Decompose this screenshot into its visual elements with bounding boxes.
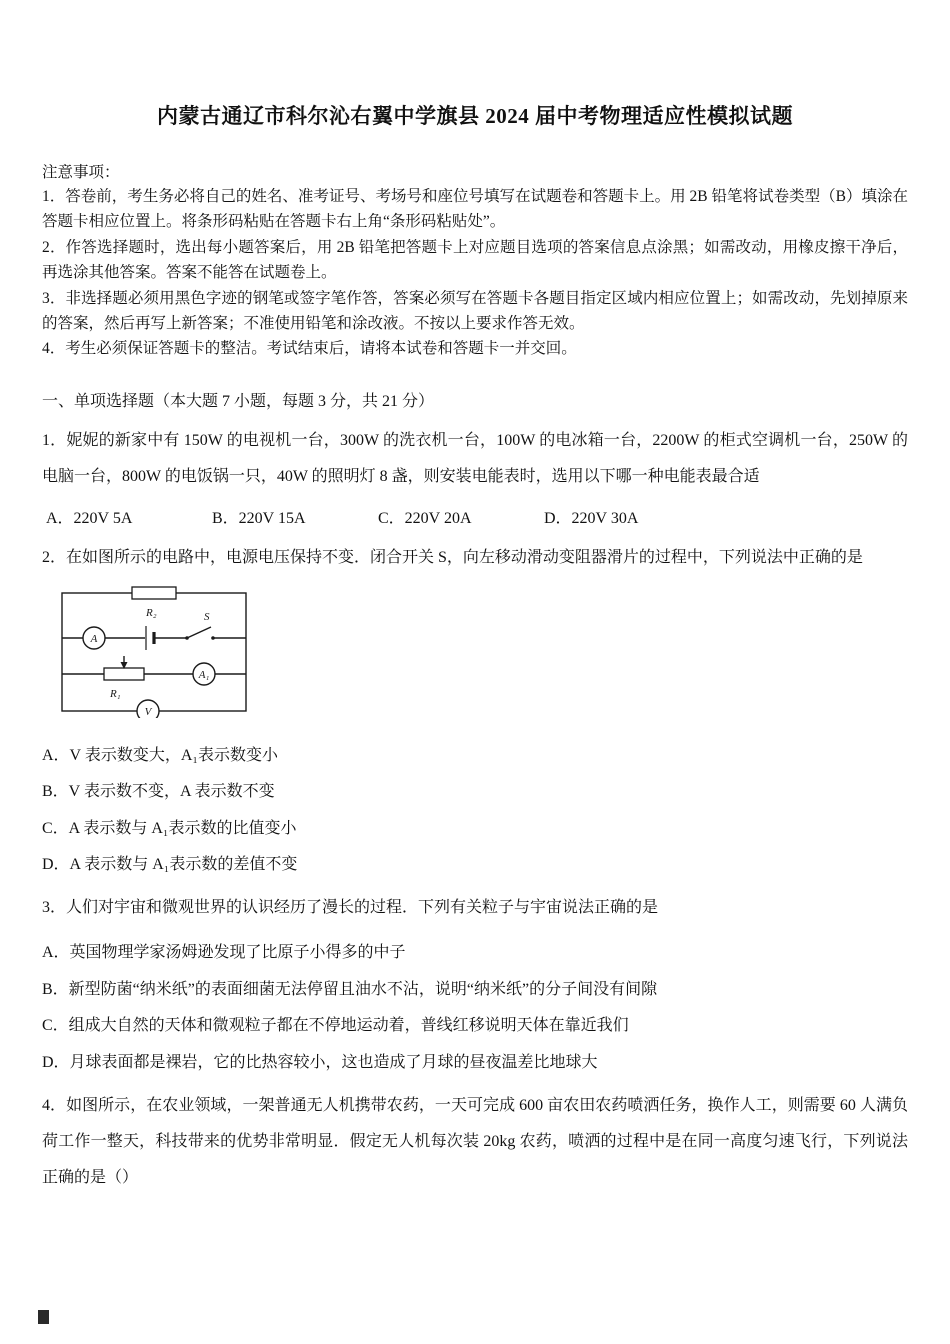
question-3-option-b: B．新型防菌“纳米纸”的表面细菌无法停留且油水不沾，说明“纳米纸”的分子间没有间隙 bbox=[42, 980, 658, 998]
question-2-option-c: C．A 表示数与 A₁表示数的比值变小 bbox=[42, 819, 297, 837]
page-title: 内蒙古通辽市科尔沁右翼中学旗县 2024 届中考物理适应性模拟试题 bbox=[157, 104, 793, 128]
page-corner-mark bbox=[38, 1310, 49, 1324]
question-2-text: 2．在如图所示的电路中，电源电压保持不变．闭合开关 S，向左移动滑动变阻器滑片的过程中，下列说法中正确的是 bbox=[42, 548, 863, 566]
question-3-options bbox=[42, 942, 908, 1074]
section-heading: 一、单项选择题（本大题 7 小题，每题 3 分，共 21 分） bbox=[42, 392, 435, 410]
label-r2: R₂ bbox=[146, 606, 157, 619]
notice-item-3: 3．非选择题必须用黑色字迹的钢笔或签字笔作答，答案必须写在答题卡各题目指定区域内相应位置上；如需改动，先划掉原来的答案，然后再写上新答案；不准使用铅笔和涂改液。不按以上要求作答无效。 bbox=[42, 289, 908, 333]
question-3-option-a: A．英国物理学家汤姆逊发现了比原子小得多的中子 bbox=[42, 944, 406, 962]
question-2-figure bbox=[56, 586, 908, 723]
question-4 bbox=[42, 1088, 908, 1196]
question-1 bbox=[42, 423, 908, 528]
label-a: A bbox=[90, 632, 98, 645]
question-1-option-b: B．220V 15A bbox=[212, 509, 306, 527]
switch-icon bbox=[185, 627, 215, 640]
rheostat-r1-icon bbox=[104, 656, 144, 680]
circuit-diagram bbox=[56, 586, 252, 718]
question-3-option-d: D．月球表面都是裸岩，它的比热容较小，这也造成了月球的昼夜温差比地球大 bbox=[42, 1053, 598, 1071]
question-1-option-a: A．220V 5A bbox=[46, 509, 133, 527]
question-3-option-c: C．组成大自然的天体和微观粒子都在不停地运动着，普线红移说明天体在靠近我们 bbox=[42, 1017, 629, 1035]
question-2 bbox=[42, 540, 908, 877]
question-2-option-a: A．V 表示数变大，A₁表示数变小 bbox=[42, 746, 278, 764]
question-1-options bbox=[46, 505, 908, 528]
question-2-option-d: D．A 表示数与 A₁表示数的差值不变 bbox=[42, 856, 298, 874]
question-4-text: 4．如图所示，在农业领域，一架普通无人机携带农药，一天可完成 600 亩农田农药喷洒任务，换作人工，则需要 60 人满负荷工作一整天，科技带来的优势非常明显．假定无人机每次装 20kg 农药，喷洒的过程中是在同一高度匀速飞行，下列说法正确的是（） bbox=[42, 1096, 908, 1186]
resistor-r2-icon bbox=[132, 587, 176, 599]
label-a1: A₁ bbox=[198, 668, 210, 681]
notice-section bbox=[42, 160, 908, 362]
question-2-option-b: B．V 表示数不变，A 表示数不变 bbox=[42, 783, 275, 801]
notice-item-4: 4．考生必须保证答题卡的整洁。考试结束后，请将本试卷和答题卡一并交回。 bbox=[42, 340, 577, 358]
question-3-text: 3．人们对宇宙和微观世界的认识经历了漫长的过程．下列有关粒子与宇宙说法正确的是 bbox=[42, 899, 659, 917]
question-3 bbox=[42, 890, 908, 1074]
question-2-options bbox=[42, 745, 908, 877]
label-r1: R₁ bbox=[110, 687, 121, 700]
notice-item-2: 2．作答选择题时，选出每小题答案后，用 2B 铅笔把答题卡上对应题目选项的答案信息点涂黑；如需改动，用橡皮擦干净后，再选涂其他答案。答案不能答在试题卷上。 bbox=[42, 238, 908, 282]
question-1-option-d: D．220V 30A bbox=[544, 509, 639, 527]
notice-heading: 注意事项： bbox=[42, 164, 120, 181]
label-s: S bbox=[204, 610, 210, 623]
battery-icon bbox=[146, 626, 154, 650]
question-1-text: 1．妮妮的新家中有 150W 的电视机一台，300W 的洗衣机一台，100W 的电冰箱一台，2200W 的柜式空调机一台，250W 的电脑一台，800W 的电饭锅一只，40W 的照明灯 8 盏，则安装电能表时，选用以下哪一种电能表最合适 bbox=[42, 431, 908, 485]
question-1-option-c: C．220V 20A bbox=[378, 509, 472, 527]
notice-item-1: 1．答卷前，考生务必将自己的姓名、准考证号、考场号和座位号填写在试题卷和答题卡上。用 2B 铅笔将试卷类型（B）填涂在答题卡相应位置上。将条形码粘贴在答题卡右上角“条形码粘贴处”。 bbox=[42, 188, 908, 231]
label-v: V bbox=[144, 705, 152, 718]
